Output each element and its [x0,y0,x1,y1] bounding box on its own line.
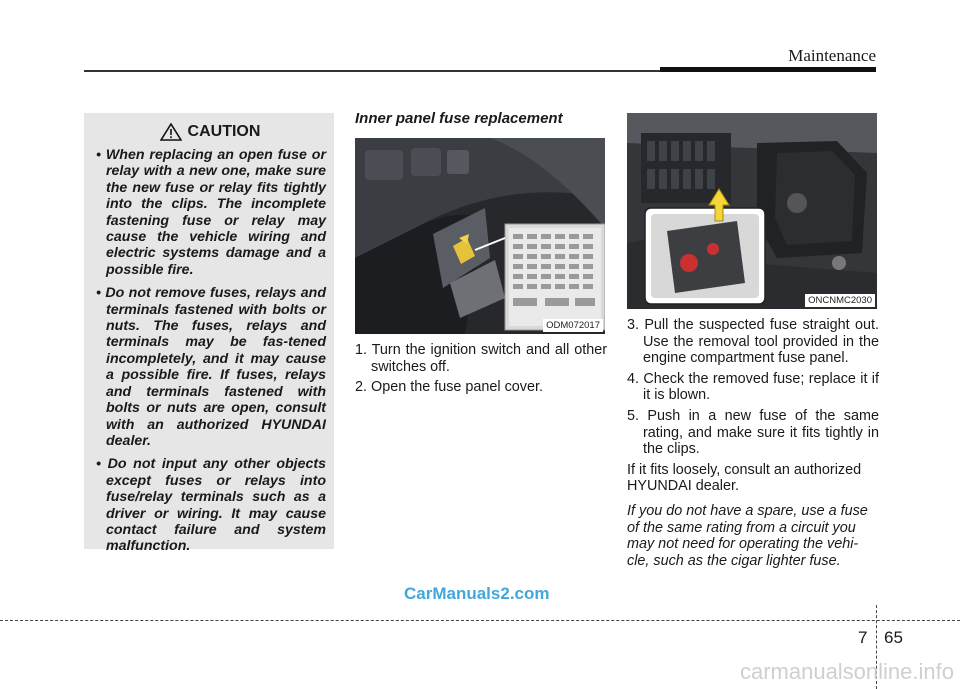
warning-icon [160,123,182,141]
step-item: 3. Pull the suspected fuse straight out. Use the removal tool provided in the engine compartment fuse panel. [627,317,879,367]
inner-panel-section [355,110,607,400]
inner-panel-steps [355,342,607,396]
engine-compartment-photo [627,113,877,309]
caution-title: CAUTION [187,123,261,140]
engine-steps [627,317,879,458]
caution-item: • Do not input any other objects except fuses or relays into fuse/relay terminals such as a driver or wiring. It may cause contact failure and system malfunction. [96,456,326,555]
watermark-link[interactable]: CarManuals2.com [404,584,550,603]
spare-fuse-note: If you do not have a spare, use a fuse of the same rating from a circuit you may not need for operating the vehi-cle, such as the cigar lighter fuse. [627,502,868,569]
header-rule-accent [660,67,876,72]
step-item: 1. Turn the ignition switch and all other switches off. [355,342,607,375]
header-rule [84,70,664,72]
inner-panel-photo [355,138,605,334]
step-item: 4. Check the removed fuse; replace it if it is blown. [627,370,879,404]
site-watermark: carmanualsonline.info [739,659,954,684]
caution-heading [94,123,326,141]
engine-illustration [627,113,877,309]
caution-item: • Do not remove fuses, relays and terminals fastened with bolts or nuts. The fuses, relays and terminals may be fas-tened incompletely, and it may cause a possible fire. If fuses, relays and terminals fastened with bolts or nuts are open, consult with an authorized HYUNDAI dealer. [96,285,326,449]
footer-rule [0,620,960,621]
caution-item: • When replacing an open fuse or relay with a new one, make sure the new fuse or relay fits tightly into the clips. The incomplete fastening fuse or relay may cause the vehicle wiring and electric systems damage and a possible fire. [96,147,326,278]
engine-fuse-section [627,113,879,569]
photo-code: ODM072017 [543,319,603,332]
caution-box [84,113,334,555]
inner-panel-title: Inner panel fuse replacement [355,110,563,127]
loose-fit-text: If it fits loosely, consult an authorized HYUNDAI dealer. [627,461,862,495]
chapter-number: 7 [858,628,868,647]
step-item: 5. Push in a new fuse of the same rating, and make sure it fits tightly in the clips. [627,407,879,458]
page-number: 65 [884,628,903,647]
dashboard-illustration [355,138,605,334]
section-title: Maintenance [788,46,876,65]
step-item: 2. Open the fuse panel cover. [355,379,544,396]
photo-code: ONCNMC2030 [805,294,875,307]
